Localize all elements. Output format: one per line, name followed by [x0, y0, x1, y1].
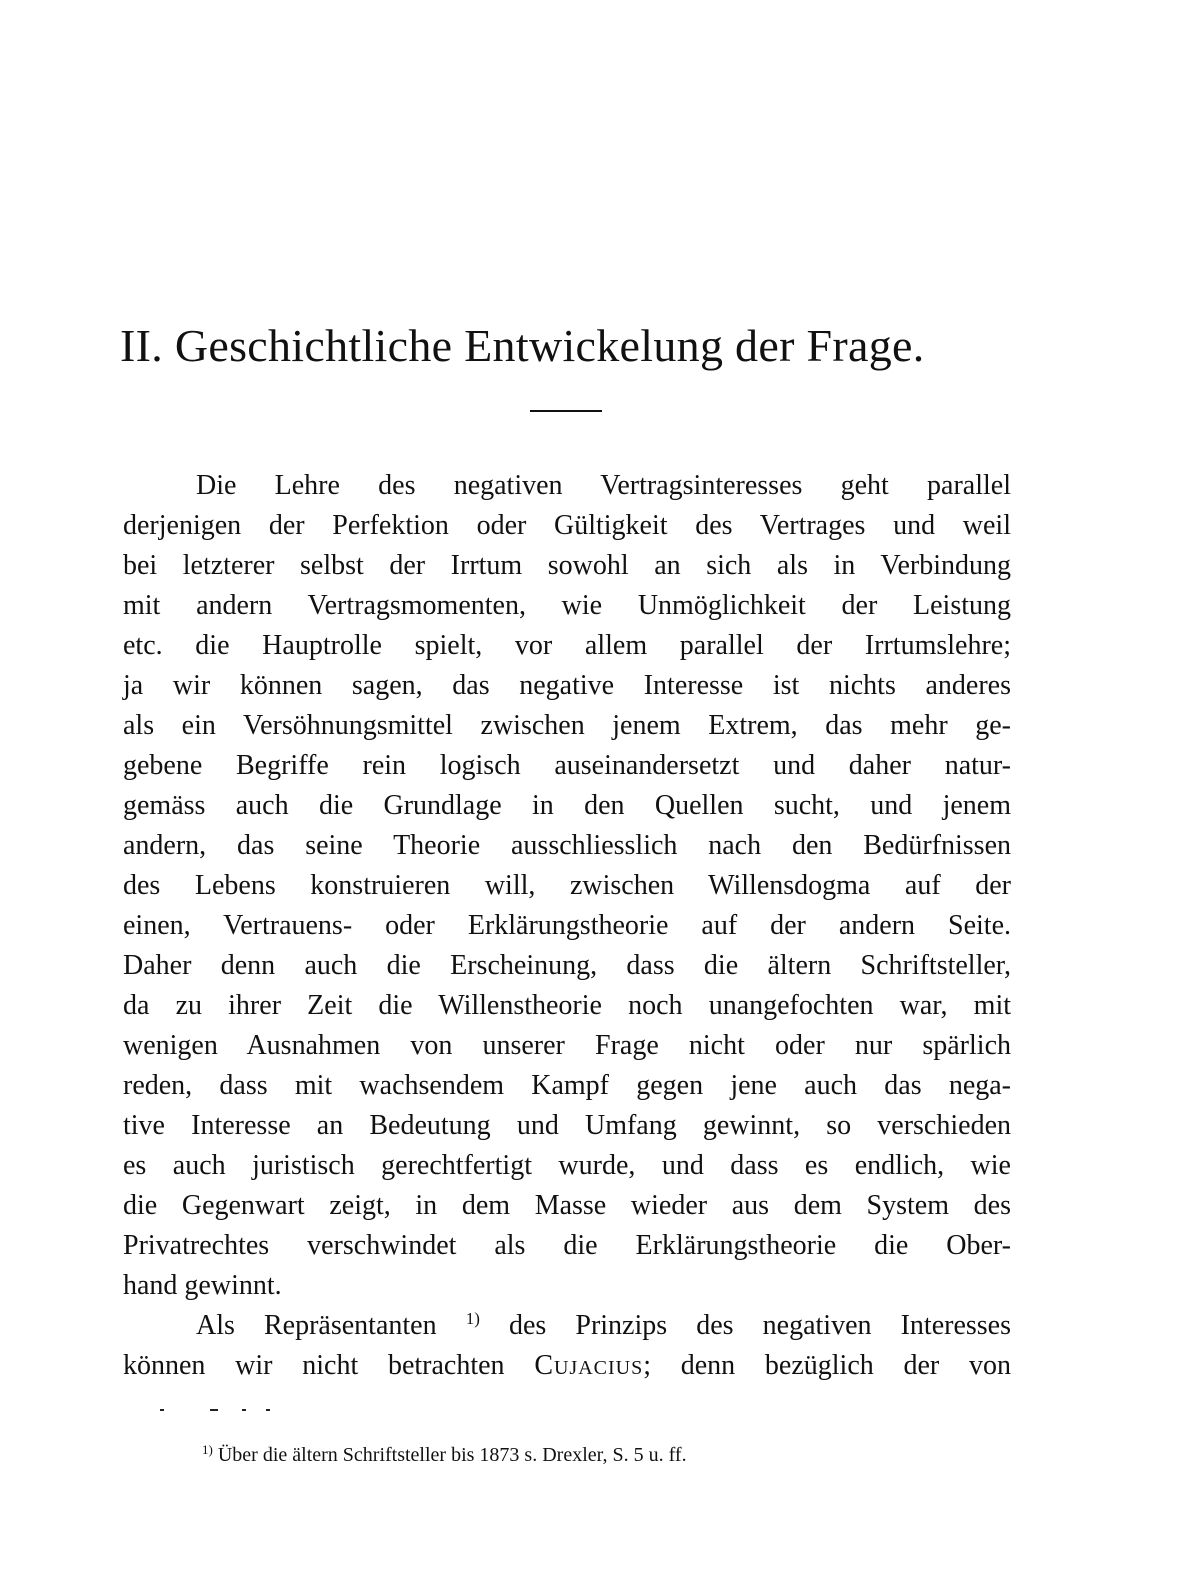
author-name: Cujacius	[534, 1350, 644, 1381]
body-text	[123, 466, 1011, 1386]
text-fragment: können wir nicht betrachten	[123, 1350, 505, 1381]
text-line: derjenigen der Perfektion oder Gültigkeit des Vertrages und weil	[123, 510, 1011, 541]
footnote-separator	[160, 1409, 280, 1413]
text-fragment: ; denn bezüglich der von	[643, 1350, 1011, 1381]
text-line: als ein Versöhnungsmittel zwischen jenem Extrem, das mehr ge-	[123, 710, 1011, 741]
footnote-mark: 1)	[202, 1442, 213, 1457]
text-line: andern, das seine Theorie ausschliesslich nach den Bedürfnissen	[123, 830, 1011, 861]
text-line: ja wir können sagen, das negative Interesse ist nichts anderes	[123, 670, 1011, 701]
text-line: wenigen Ausnahmen von unserer Frage nicht oder nur spärlich	[123, 1030, 1011, 1061]
text-line: die Gegenwart zeigt, in dem Masse wieder aus dem System des	[123, 1190, 1011, 1221]
text-line: einen, Vertrauens- oder Erklärungstheorie auf der andern Seite.	[123, 910, 1011, 941]
text-line: bei letzterer selbst der Irrtum sowohl an sich als in Verbindung	[123, 550, 1011, 581]
text-line: Privatrechtes verschwindet als die Erklärungstheorie die Ober-	[123, 1230, 1011, 1261]
text-line: mit andern Vertragsmomenten, wie Unmöglichkeit der Leistung	[123, 590, 1011, 621]
text-line	[123, 1346, 1011, 1386]
text-line: gebene Begriffe rein logisch auseinandersetzt und daher natur-	[123, 750, 1011, 781]
text-line: da zu ihrer Zeit die Willenstheorie noch unangefochten war, mit	[123, 990, 1011, 1021]
text-line: tive Interesse an Bedeutung und Umfang gewinnt, so verschieden	[123, 1110, 1011, 1141]
footnote-reference[interactable]: 1)	[465, 1309, 480, 1328]
text-line	[123, 1306, 1011, 1346]
text-line: des Lebens konstruieren will, zwischen Willensdogma auf der	[123, 870, 1011, 901]
text-line: es auch juristisch gerechtfertigt wurde, und dass es endlich, wie	[123, 1150, 1011, 1181]
text-line: Die Lehre des negativen Vertragsinteresses geht parallel	[196, 470, 1011, 501]
footnote-text: Über die ältern Schriftsteller bis 1873 s. Drexler, S. 5 u. ff.	[217, 1444, 687, 1466]
footnote	[202, 1440, 922, 1470]
text-fragment: Als Repräsentanten	[196, 1310, 437, 1341]
text-line: reden, dass mit wachsendem Kampf gegen jene auch das nega-	[123, 1070, 1011, 1101]
title-rule-divider	[530, 410, 602, 412]
text-line: etc. die Hauptrolle spielt, vor allem parallel der Irrtumslehre;	[123, 630, 1011, 661]
chapter-title: II. Geschichtliche Entwickelung der Frage.	[120, 320, 925, 371]
text-line: Daher denn auch die Erscheinung, dass die ältern Schriftsteller,	[123, 950, 1011, 981]
text-line: gemäss auch die Grundlage in den Quellen sucht, und jenem	[123, 790, 1011, 821]
text-line: hand gewinnt.	[123, 1270, 282, 1301]
text-fragment: des Prinzips des negativen Interesses	[508, 1310, 1011, 1341]
